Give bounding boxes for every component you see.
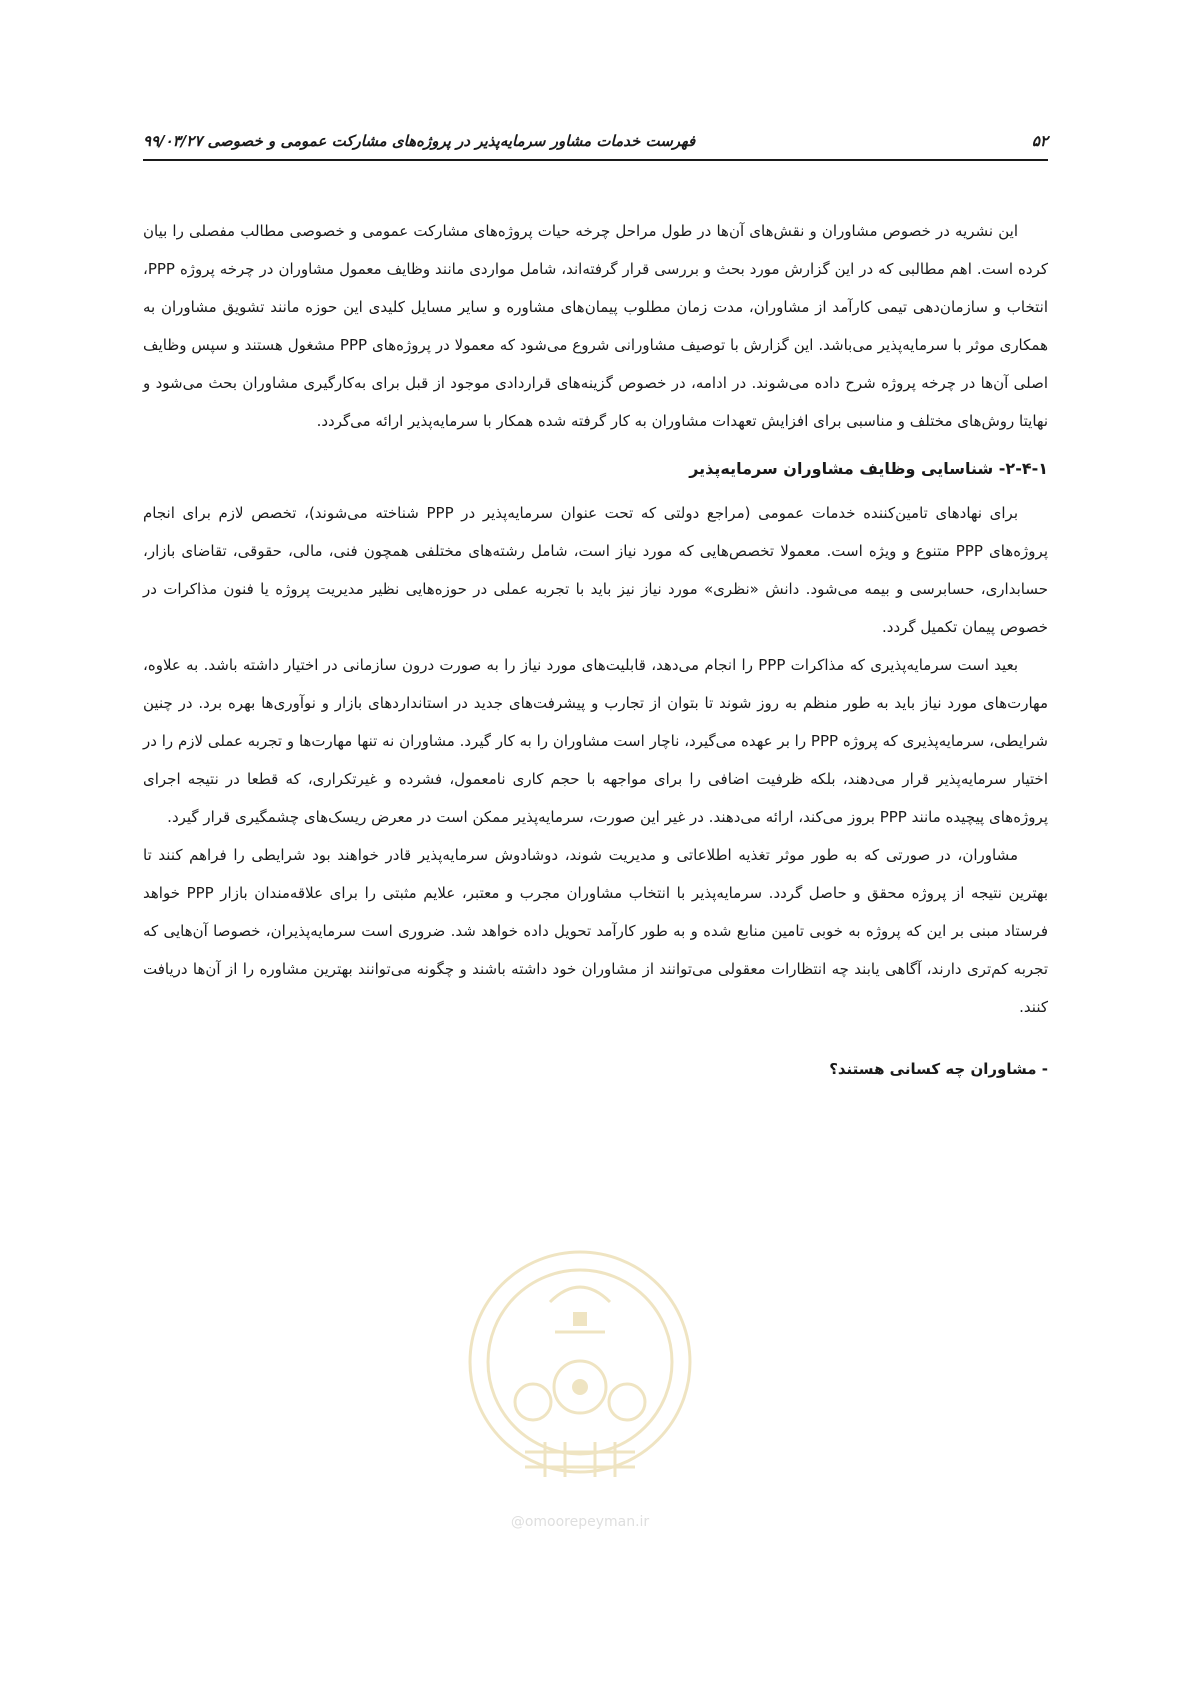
watermark-logo	[455, 1212, 705, 1552]
page-body	[143, 212, 1048, 1088]
body-paragraph-3: مشاوران، در صورتی که به طور موثر تغذیه اطلاعاتی و مدیریت شوند، دوشادوش سرمایه‌پذیر قادر خواهند بود شرایطی را فراهم کنند تا بهترین نتیجه از پروژه محقق و حاصل گردد. سرمایه‌پذیر با انتخاب مشاوران مجرب و معتبر، علایم مثبتی را برای علاقه‌مندان بازار PPP خواهد فرستاد مبنی بر این که پروژه به خوبی تامین منابع شده و به طور کارآمد تحویل داده خواهد شد. ضروری است سرمایه‌پذیران، خصوصا آن‌هایی که تجربه کم‌تری دارند، آگاهی یابند چه انتظارات معقولی می‌توانند از مشاوران خود داشته باشند و چگونه می‌توانند بهترین مشاوره را از آن‌ها دریافت کنند.	[143, 846, 1048, 1016]
question-heading: - مشاوران چه کسانی هستند؟	[829, 1060, 1048, 1078]
body-paragraph-1: برای نهادهای تامین‌کننده خدمات عمومی (مراجع دولتی که تحت عنوان سرمایه‌پذیر در PPP شناخته می‌شوند)، تخصص لازم برای انجام پروژه‌های PPP متنوع و ویژه است. معمولا تخصص‌هایی که مورد نیاز است، شامل رشته‌های مختلفی همچون فنی، مالی، حقوقی، تقاضای بازار، حسابداری، حسابرسی و بیمه می‌شود. دانش «نظری» مورد نیاز نیز باید با تجربه عملی در حوزه‌هایی نظیر مدیریت پروژه یا فنون مذاکرات در خصوص پیمان تکمیل گردد.	[143, 504, 1048, 636]
watermark-text: @omoorepeyman.ir	[510, 1514, 650, 1530]
header-rule	[143, 159, 1048, 161]
section-heading: ۲-۴-۱- شناسایی وظایف مشاوران سرمایه‌پذیر	[689, 459, 1048, 478]
seal-icon	[455, 1212, 705, 1512]
body-paragraph-2: بعید است سرمایه‌پذیری که مذاکرات PPP را انجام می‌دهد، قابلیت‌های مورد نیاز را به صورت درون سازمانی در اختیار داشته باشد. به علاوه، مهارت‌های مورد نیاز باید به طور منظم به روز شوند تا بتوان از تجارب و پیشرفت‌های جدید در استانداردهای بازار و نوآوری‌ها بهره برد. در چنین شرایطی، سرمایه‌پذیری که پروژه PPP را بر عهده می‌گیرد، ناچار است مشاوران را به کار گیرد. مشاوران نه تنها مهارت‌ها و تجربه عملی لازم را در اختیار سرمایه‌پذیر قرار می‌دهند، بلکه ظرفیت اضافی را برای مواجهه با حجم کاری نامعمول، فشرده و غیرتکراری، که قطعا در نتیجه اجرای پروژه‌های پیچیده مانند PPP بروز می‌کند، ارائه می‌دهند. در غیر این صورت، سرمایه‌پذیر ممکن است در معرض ریسک‌های چشمگیری قرار گیرد.	[143, 656, 1049, 826]
page-number: ۵۲	[1031, 132, 1048, 150]
intro-paragraph: این نشریه در خصوص مشاوران و نقش‌های آن‌ها در طول مراحل چرخه حیات پروژه‌های مشارکت عمومی و خصوصی مطالب مفصلی را بیان کرده است. اهم مطالبی که در این گزارش مورد بحث و بررسی قرار گرفته‌اند، شامل مواردی مانند وظایف معمول مشاوران در چرخه پروژه PPP، انتخاب و سازمان‌دهی تیمی کارآمد از مشاوران، مدت زمان مطلوب پیمان‌های مشاوره و سایر مسایل کلیدی این حوزه مانند تشویق مشاوران به همکاری موثر با سرمایه‌پذیر می‌باشد. این گزارش با توصیف مشاورانی شروع می‌شود که معمولا در پروژه‌های PPP مشغول هستند و سپس وظایف اصلی آن‌ها در چرخه پروژه شرح داده می‌شوند. در ادامه، در خصوص گزینه‌های قراردادی موجود از قبل برای به‌کارگیری مشاوران بحث می‌شود و نهایتا روش‌های مختلف و مناسبی برای افزایش تعهدات مشاوران به کار گرفته شده همکار با سرمایه‌پذیر ارائه می‌گردد.	[143, 222, 1048, 430]
page-header	[143, 128, 1048, 158]
running-header-title: فهرست خدمات مشاور سرمایه‌پذیر در پروژه‌های مشارکت عمومی و خصوصی ۹۹/۰۳/۲۷	[143, 132, 696, 150]
